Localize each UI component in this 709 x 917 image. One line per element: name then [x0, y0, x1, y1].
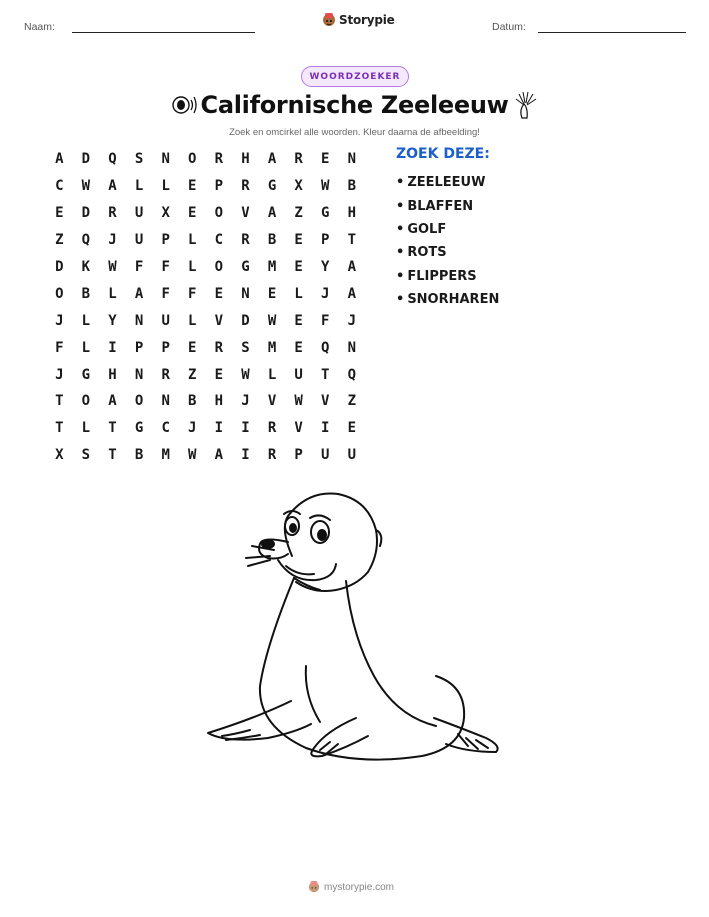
brand-name: Storypie [339, 13, 395, 27]
grid-letter[interactable]: N [241, 285, 250, 302]
grid-letter[interactable]: P [321, 232, 330, 249]
grid-row [46, 334, 365, 361]
grid-letter[interactable]: I [108, 339, 117, 356]
grid-letter[interactable]: L [81, 420, 91, 437]
grid-letter[interactable]: E [188, 205, 197, 222]
grid-letter[interactable]: O [188, 151, 197, 168]
storypie-mascot-icon [322, 12, 336, 28]
word-list-item [396, 265, 499, 288]
grid-letter[interactable]: I [321, 420, 330, 437]
grid-letter[interactable]: T [108, 447, 117, 464]
grid-letter[interactable]: O [81, 393, 91, 410]
grid-letter[interactable]: P [161, 232, 170, 249]
grid-letter[interactable]: L [134, 178, 144, 195]
sea-lion-illustration[interactable] [196, 486, 512, 776]
grid-letter[interactable]: A [134, 285, 144, 302]
word-text: ROTS [407, 245, 447, 261]
grid-letter[interactable]: S [81, 447, 91, 464]
grid-letter[interactable]: K [81, 259, 91, 275]
grid-row [46, 173, 365, 200]
grid-letter[interactable]: E [294, 259, 303, 275]
word-list [396, 171, 499, 311]
name-line[interactable] [72, 32, 255, 33]
grid-letter[interactable]: Y [108, 312, 117, 329]
grid-letter[interactable]: P [214, 178, 224, 195]
bullet: • [396, 175, 405, 191]
grid-letter[interactable]: O [134, 393, 144, 410]
grid-letter[interactable]: D [81, 205, 91, 222]
grid-letter[interactable]: G [134, 420, 144, 437]
grid-letter[interactable]: L [108, 285, 117, 302]
grid-row [46, 388, 365, 415]
grid-letter[interactable]: F [134, 259, 144, 275]
grid-row [46, 415, 365, 442]
date-line[interactable] [538, 32, 686, 33]
grid-row [46, 200, 365, 227]
grid-letter[interactable]: W [241, 366, 250, 383]
word-text: ZEELEEUW [407, 175, 486, 191]
word-text: GOLF [407, 221, 447, 237]
grid-letter[interactable]: G [267, 178, 277, 195]
bullet: • [396, 268, 405, 284]
grid-letter[interactable]: A [108, 178, 117, 195]
grid-letter[interactable]: T [321, 366, 330, 383]
grid-letter[interactable]: U [347, 447, 357, 464]
grid-letter[interactable]: U [321, 447, 330, 464]
grid-letter[interactable]: O [214, 259, 224, 275]
grid-letter[interactable]: J [241, 393, 250, 410]
grid-letter[interactable]: B [347, 178, 357, 195]
grid-letter[interactable]: V [214, 312, 224, 329]
grid-letter[interactable]: V [267, 393, 277, 410]
grid-letter[interactable]: L [267, 366, 277, 383]
grid-letter[interactable]: B [81, 285, 91, 302]
grid-letter[interactable]: N [161, 151, 170, 168]
grid-letter[interactable]: O [55, 285, 64, 302]
grid-letter[interactable]: W [81, 178, 91, 195]
grid-letter[interactable]: L [188, 232, 197, 249]
grid-letter[interactable]: R [161, 366, 170, 383]
grid-letter[interactable]: E [188, 339, 197, 356]
grid-letter[interactable]: E [321, 151, 330, 168]
grid-letter[interactable]: O [214, 205, 224, 222]
bullet: • [396, 198, 405, 214]
grid-letter[interactable]: Z [294, 205, 303, 222]
name-label: Naam: [24, 21, 55, 33]
grid-letter[interactable]: T [55, 420, 64, 437]
grid-letter[interactable]: M [161, 447, 170, 464]
grid-letter[interactable]: F [161, 285, 170, 302]
grid-letter[interactable]: A [214, 447, 224, 464]
grid-row [46, 442, 365, 469]
word-list-item [396, 194, 499, 217]
grid-letter[interactable]: F [188, 285, 197, 302]
worksheet-type-badge: WOORDZOEKER [301, 66, 409, 87]
grid-letter[interactable]: Y [321, 259, 330, 275]
grid-letter[interactable]: D [81, 151, 91, 168]
grid-letter[interactable]: H [347, 205, 357, 222]
grid-row [46, 361, 365, 388]
footer [308, 880, 394, 894]
grid-letter[interactable]: W [188, 447, 197, 464]
grid-letter[interactable]: J [347, 312, 357, 329]
page-title: Californische Zeeleeuw [200, 91, 509, 119]
word-list-item [396, 288, 499, 311]
grid-letter[interactable]: N [347, 151, 357, 168]
grid-letter[interactable]: L [161, 178, 170, 195]
grid-letter[interactable]: E [294, 339, 303, 356]
grid-letter[interactable]: E [188, 178, 197, 195]
grid-letter[interactable]: L [294, 285, 303, 302]
word-text: SNORHAREN [407, 292, 500, 308]
grid-row [46, 254, 365, 281]
grid-letter[interactable]: J [55, 312, 64, 329]
grid-letter[interactable]: P [134, 339, 144, 356]
grid-letter[interactable]: D [55, 259, 64, 275]
grid-letter[interactable]: D [241, 312, 250, 329]
date-label: Datum: [492, 21, 526, 33]
storypie-mascot-icon [308, 880, 320, 894]
grid-letter[interactable]: R [241, 232, 250, 249]
grid-letter[interactable]: G [81, 366, 91, 383]
grid-letter[interactable]: T [108, 420, 117, 437]
grid-letter[interactable]: A [55, 151, 64, 168]
grid-letter[interactable]: V [321, 393, 330, 410]
grid-letter[interactable]: A [267, 205, 277, 222]
grid-letter[interactable]: A [347, 259, 357, 275]
grid-letter[interactable]: A [267, 151, 277, 168]
grid-letter[interactable]: R [241, 178, 250, 195]
grid-letter[interactable]: R [108, 205, 117, 222]
grid-letter[interactable]: U [161, 312, 170, 329]
grid-letter[interactable]: A [347, 285, 357, 302]
grid-letter[interactable]: W [267, 312, 277, 329]
grid-letter[interactable]: Z [188, 366, 197, 383]
sea-anemone-icon [513, 90, 539, 120]
grid-letter[interactable]: H [241, 151, 250, 168]
footer-url[interactable]: mystorypie.com [324, 881, 395, 893]
grid-letter[interactable]: T [347, 232, 357, 249]
grid-letter[interactable]: E [214, 285, 224, 302]
word-list-item [396, 171, 499, 194]
grid-letter[interactable]: N [134, 366, 144, 383]
word-list-title: ZOEK DEZE: [396, 146, 490, 162]
grid-letter[interactable]: R [294, 151, 303, 168]
grid-letter[interactable]: W [294, 393, 303, 410]
grid-letter[interactable]: J [108, 232, 117, 249]
grid-letter[interactable]: W [108, 259, 117, 275]
grid-letter[interactable]: X [294, 178, 303, 195]
grid-letter[interactable]: X [161, 205, 170, 222]
word-text: FLIPPERS [407, 268, 477, 284]
grid-letter[interactable]: L [188, 259, 197, 275]
grid-letter[interactable]: W [321, 178, 330, 195]
word-list-item [396, 218, 499, 241]
grid-letter[interactable]: I [241, 420, 250, 437]
word-search-grid [46, 146, 365, 469]
grid-row [46, 280, 365, 307]
grid-letter[interactable]: Q [347, 366, 357, 383]
brand-logo [322, 12, 395, 28]
grid-letter[interactable]: E [267, 285, 277, 302]
grid-letter[interactable]: P [161, 339, 170, 356]
grid-letter[interactable]: B [134, 447, 144, 464]
grid-letter[interactable]: I [214, 420, 224, 437]
grid-letter[interactable]: T [55, 393, 64, 410]
grid-letter[interactable]: P [294, 447, 303, 464]
grid-letter[interactable]: E [347, 420, 357, 437]
grid-letter[interactable]: A [108, 393, 117, 410]
grid-letter[interactable]: N [134, 312, 144, 329]
grid-letter[interactable]: C [161, 420, 170, 437]
grid-letter[interactable]: C [55, 178, 64, 195]
grid-letter[interactable]: Z [347, 393, 357, 410]
grid-letter[interactable]: H [108, 366, 117, 383]
grid-letter[interactable]: F [321, 312, 330, 329]
grid-letter[interactable]: B [188, 393, 197, 410]
instructions: Zoek en omcirkel alle woorden. Kleur daarna de afbeelding! [229, 127, 480, 138]
grid-letter[interactable]: M [267, 259, 277, 275]
grid-letter[interactable]: Q [81, 232, 91, 249]
grid-letter[interactable]: L [188, 312, 197, 329]
grid-letter[interactable]: B [267, 232, 277, 249]
grid-letter[interactable]: E [55, 205, 64, 222]
grid-row [46, 146, 365, 173]
grid-letter[interactable]: F [161, 259, 170, 275]
grid-row [46, 307, 365, 334]
grid-letter[interactable]: V [241, 205, 250, 222]
word-list-item [396, 241, 499, 264]
grid-letter[interactable]: Q [321, 339, 330, 356]
word-text: BLAFFEN [407, 198, 474, 214]
grid-letter[interactable]: J [55, 366, 64, 383]
bullet: • [396, 221, 405, 237]
grid-letter[interactable]: L [81, 312, 91, 329]
grid-letter[interactable]: U [134, 232, 144, 249]
grid-letter[interactable]: Z [55, 232, 64, 249]
grid-letter[interactable]: N [347, 339, 357, 356]
grid-letter[interactable]: U [134, 205, 144, 222]
grid-letter[interactable]: L [81, 339, 91, 356]
grid-letter[interactable]: V [294, 420, 303, 437]
grid-letter[interactable]: E [294, 232, 303, 249]
grid-letter[interactable]: H [214, 393, 224, 410]
grid-letter[interactable]: Q [108, 151, 117, 168]
grid-letter[interactable]: E [294, 312, 303, 329]
grid-letter[interactable]: J [321, 285, 330, 302]
grid-letter[interactable]: X [55, 447, 64, 464]
grid-row [46, 227, 365, 254]
grid-letter[interactable]: C [214, 232, 224, 249]
grid-letter[interactable]: M [267, 339, 277, 356]
bullet: • [396, 245, 405, 261]
grid-letter[interactable]: S [134, 151, 144, 168]
grid-letter[interactable]: S [241, 339, 250, 356]
bullet: • [396, 292, 405, 308]
grid-letter[interactable]: R [267, 420, 277, 437]
grid-letter[interactable]: N [161, 393, 170, 410]
grid-letter[interactable]: I [241, 447, 250, 464]
grid-letter[interactable]: E [214, 366, 224, 383]
grid-letter[interactable]: R [214, 339, 224, 356]
grid-letter[interactable]: R [214, 151, 224, 168]
grid-letter[interactable]: R [267, 447, 277, 464]
grid-letter[interactable]: J [188, 420, 197, 437]
grid-letter[interactable]: F [55, 339, 64, 356]
grid-letter[interactable]: G [321, 205, 330, 222]
grid-letter[interactable]: G [241, 259, 250, 275]
grid-letter[interactable]: U [294, 366, 303, 383]
